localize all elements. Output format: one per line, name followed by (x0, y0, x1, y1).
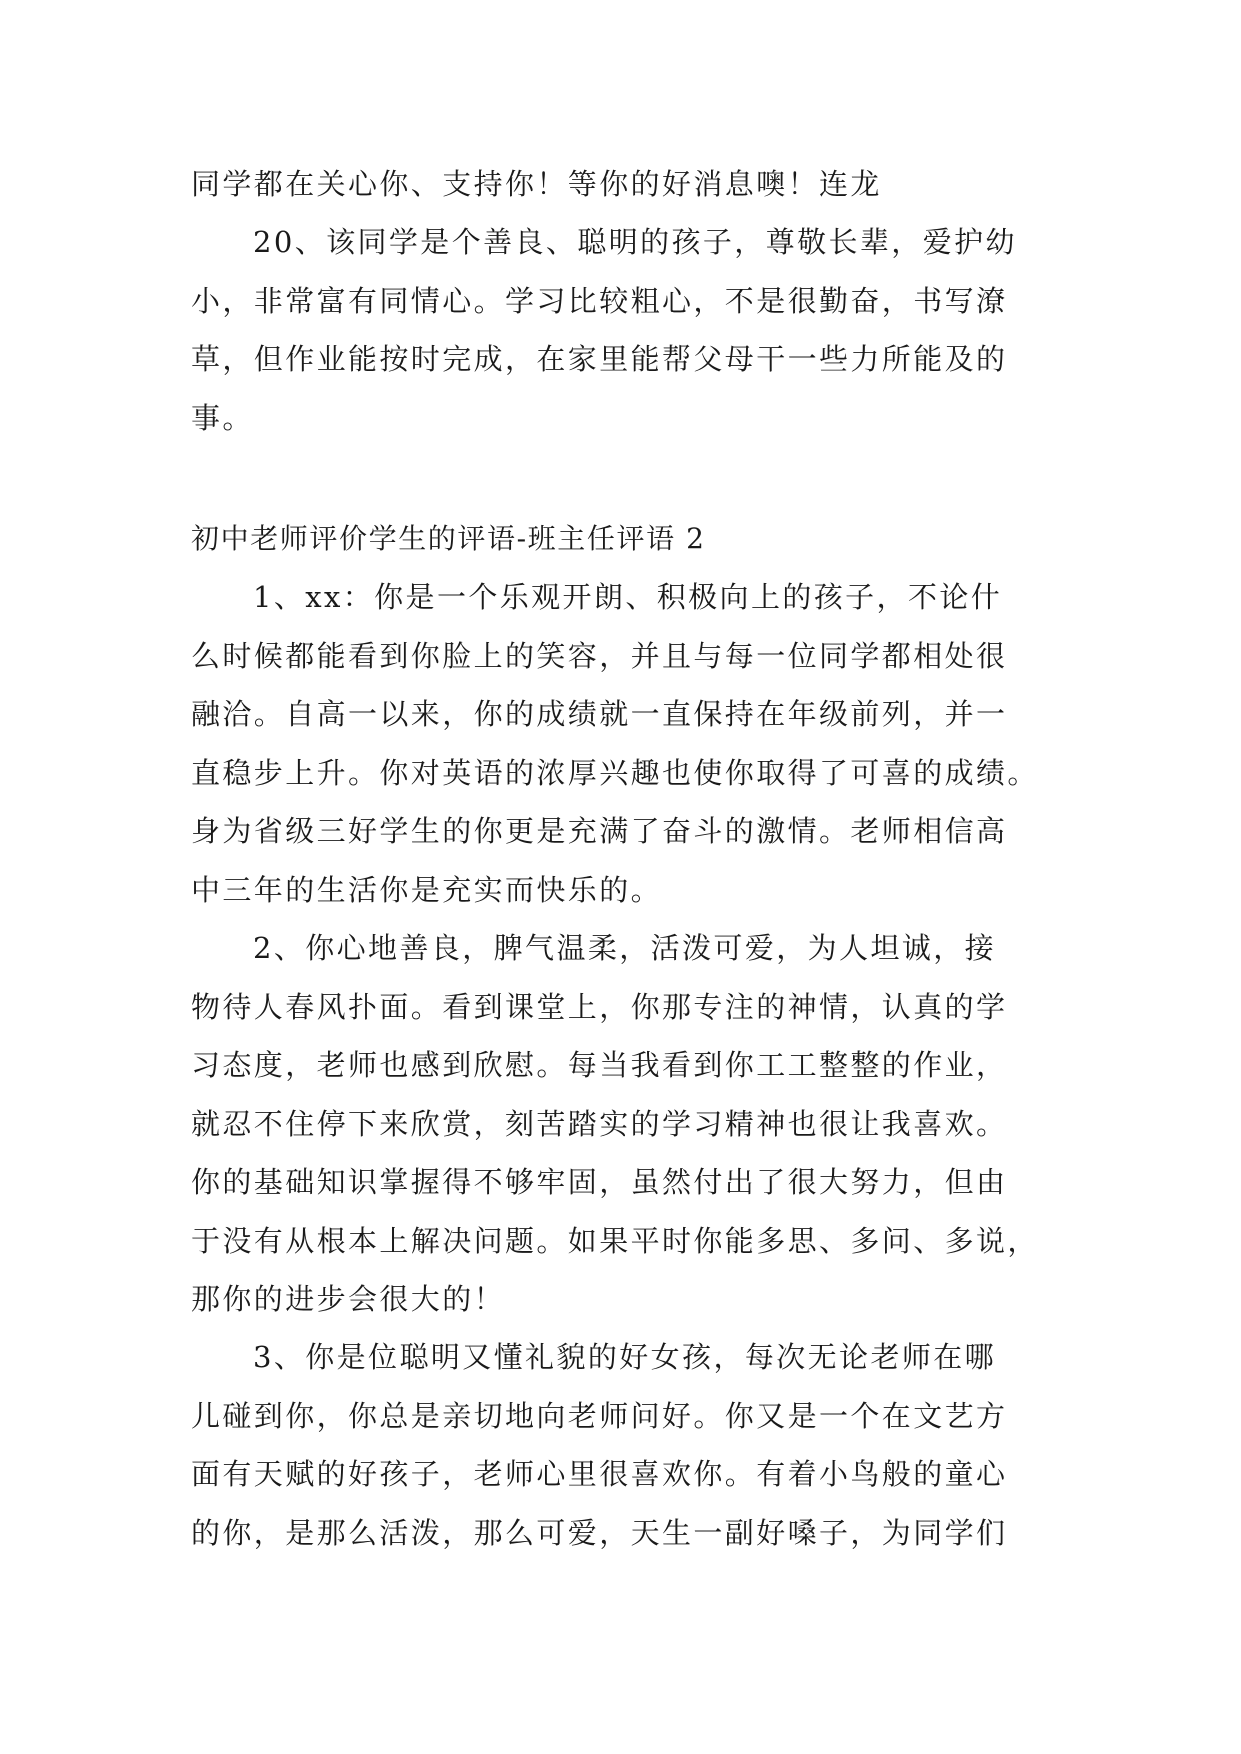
text-line: 融洽。自高一以来，你的成绩就一直保持在年级前列，并一 (191, 697, 1008, 731)
text-line: 就忍不住停下来欣赏，刻苦踏实的学习精神也很让我喜欢。 (191, 1106, 1008, 1141)
text-line: 物待人春风扑面。看到课堂上，你那专注的神情，认真的学 (191, 989, 1008, 1024)
paragraph-item-3 (191, 1328, 1051, 1562)
text-line: 于没有从根本上解决问题。如果平时你能多思、多问、多说， (191, 1223, 1039, 1258)
text-line: 那你的进步会很大的！ (191, 1282, 506, 1316)
text-line: 小，非常富有同情心。学习比较粗心，不是很勤奋，书写潦 (191, 283, 1008, 318)
text-line: 同学都在关心你、支持你！等你的好消息噢！连龙 (191, 167, 882, 201)
text-line: 中三年的生活你是充实而快乐的。 (191, 872, 663, 907)
section-heading (191, 510, 1051, 568)
text-line: 儿碰到你，你总是亲切地向老师问好。你又是一个在文艺方 (191, 1398, 1008, 1433)
text-line: 身为省级三好学生的你更是充满了奋斗的激情。老师相信高 (191, 814, 1008, 848)
text-line: 草，但作业能按时完成，在家里能帮父母干一些力所能及的 (191, 342, 1008, 376)
text-line: 事。 (191, 400, 254, 435)
text-line: 20、该同学是个善良、聪明的孩子，尊敬长辈，爱护幼 (253, 225, 1017, 259)
text-line: 3、你是位聪明又懂礼貌的好女孩，每次无论老师在哪 (253, 1340, 997, 1374)
text-line: 的你，是那么活泼，那么可爱，天生一副好嗓子，为同学们 (191, 1515, 1008, 1550)
text-line: 2、你心地善良，脾气温柔，活泼可爱，为人坦诚，接 (253, 931, 997, 965)
paragraph-item-2 (191, 919, 1051, 1329)
continuation-paragraph (191, 155, 1051, 214)
text-line: 直稳步上升。你对英语的浓厚兴趣也使你取得了可喜的成绩。 (191, 755, 1039, 790)
paragraph-item-1 (191, 568, 1051, 919)
text-line: 你的基础知识掌握得不够牢固，虽然付出了很大努力，但由 (191, 1165, 1008, 1199)
text-line: 面有天赋的好孩子，老师心里很喜欢你。有着小鸟般的童心 (191, 1457, 1008, 1491)
text-line: 习态度，老师也感到欣慰。每当我看到你工工整整的作业， (191, 1048, 1008, 1082)
section-title: 初中老师评价学生的评语-班主任评语 2 (191, 522, 706, 555)
paragraph-item-20 (191, 213, 1051, 447)
text-line: 1、xx：你是一个乐观开朗、积极向上的孩子，不论什 (253, 580, 1003, 614)
text-line: 么时候都能看到你脸上的笑容，并且与每一位同学都相处很 (191, 638, 1008, 673)
